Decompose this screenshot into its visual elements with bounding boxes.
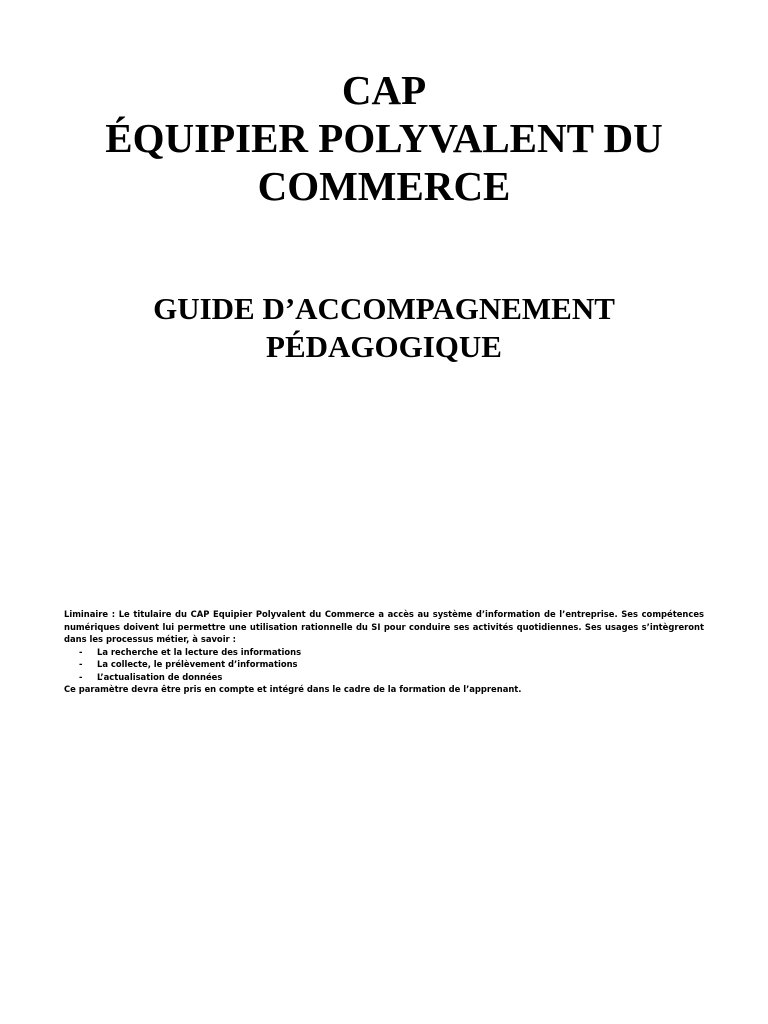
list-item-text: La collecte, le prélèvement d’informations [97, 659, 298, 669]
list-item [64, 671, 704, 684]
title-line: ÉQUIPIER POLYVALENT DU [105, 115, 663, 161]
document-subtitle [0, 290, 768, 366]
title-line: CAP [341, 67, 427, 113]
liminaire-bullet-list [64, 646, 704, 684]
bullet-dash: - [79, 671, 83, 682]
list-item-text: L’actualisation de données [97, 671, 223, 682]
list-item [64, 658, 704, 671]
liminaire-closing: Ce paramètre devra être pris en compte et intégré dans le cadre de la formation de l’apprenant. [64, 684, 522, 694]
document-title [0, 66, 768, 210]
bullet-dash: - [79, 659, 83, 669]
bullet-dash: - [79, 646, 83, 657]
subtitle-line: GUIDE D’ACCOMPAGNEMENT [153, 291, 615, 326]
list-item [64, 646, 704, 659]
liminaire-intro: Liminaire : Le titulaire du CAP Equipier Polyvalent du Commerce a accès au système d’information de l’entreprise. Ses compétences numériques doivent lui permettre une utilisation rationnelle du SI pour conduire ses activités quotidiennes. Ses usages s’intègreront dans les processus métier, à savoir : [64, 609, 704, 644]
liminaire-section [64, 608, 704, 696]
list-item-text: La recherche et la lecture des informations [97, 646, 302, 657]
subtitle-line: PÉDAGOGIQUE [266, 329, 502, 364]
title-line: COMMERCE [257, 163, 511, 209]
